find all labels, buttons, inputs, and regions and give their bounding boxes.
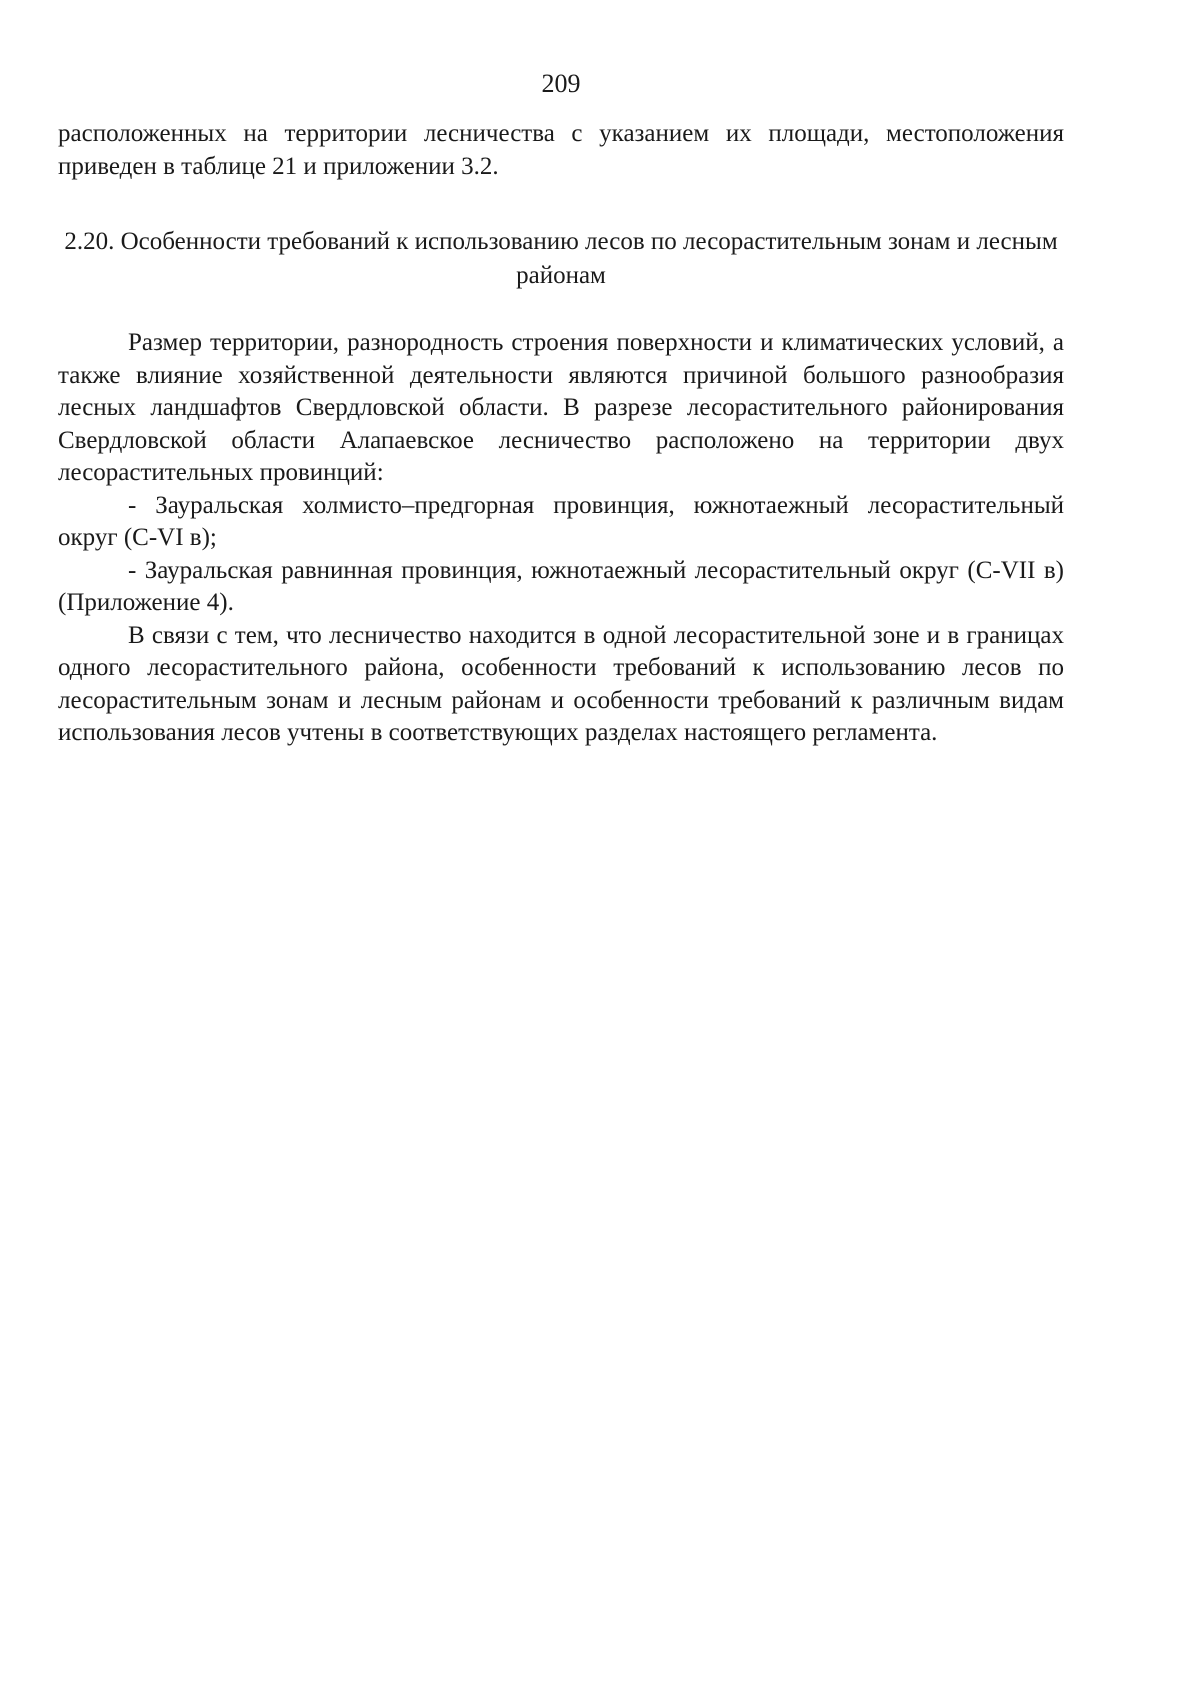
- continuation-paragraph: расположенных на территории лесничества с указанием их площади, местоположения приведен в таблице 21 и приложении 3.2.: [58, 120, 1064, 180]
- intro-paragraph: Размер территории, разнородность строения поверхности и климатических условий, а также влияние хозяйственной деятельности являются причиной большого разнообразия лесных ландшафтов Свердловской области. В разрезе лесорастительного районирования Свердловской области Алапаевское лесничество расположено на территории двух лесорастительных провинций:: [58, 329, 1064, 486]
- page-number: 209: [541, 69, 581, 98]
- list-item-province-1: - Зауральская холмисто–предгорная провинция, южнотаежный лесорастительный округ (С-VI в);: [58, 491, 1064, 551]
- page-body: [58, 118, 1064, 750]
- section-heading: 2.20. Особенности требований к использованию лесов по лесорастительным зонам и лесным районам: [64, 228, 1058, 289]
- list-item-province-2: - Зауральская равнинная провинция, южнотаежный лесорастительный округ (С-VII в) (Приложение 4).: [58, 556, 1064, 616]
- conclusion-paragraph: В связи с тем, что лесничество находится в одной лесорастительной зоне и в границах одного лесорастительного района, особенности требований к использованию лесов по лесорастительным зонам и лесным районам и особенности требований к различным видам использования лесов учтены в соответствующих разделах настоящего регламента.: [58, 621, 1064, 746]
